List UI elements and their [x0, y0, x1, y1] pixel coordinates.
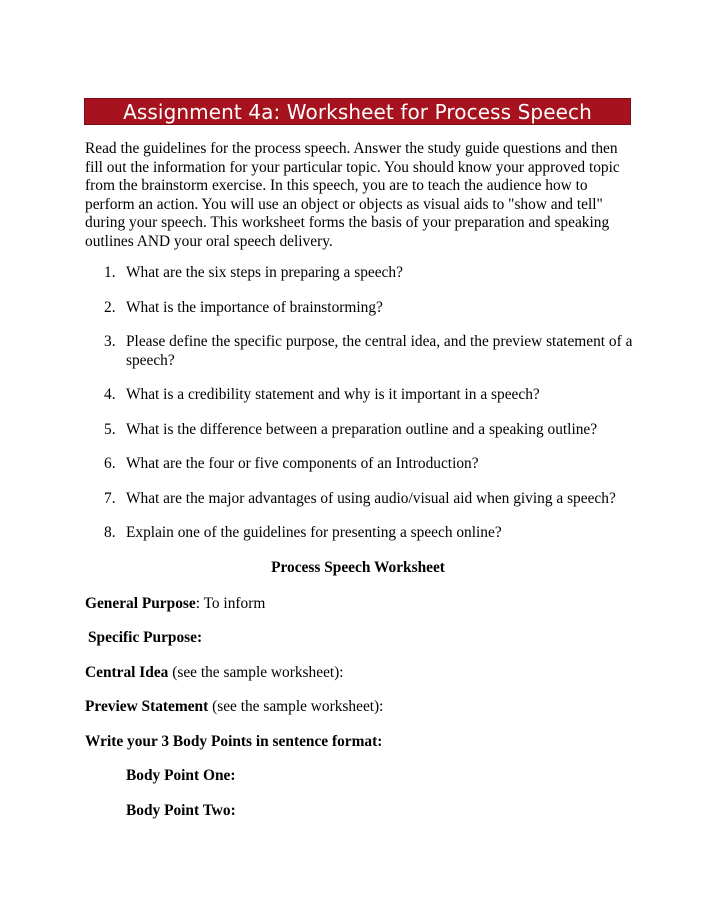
question-number: 4.: [104, 386, 116, 403]
question-number: 3.: [104, 333, 116, 350]
question-text: What is the importance of brainstorming?: [126, 298, 383, 316]
question-item: [85, 421, 637, 440]
preview-statement-label: Preview Statement: [85, 698, 209, 715]
central-idea-note: (see the sample worksheet):: [168, 664, 344, 681]
question-text: What is the difference between a preparation outline and a speaking outline?: [126, 420, 598, 438]
central-idea-row: [85, 664, 344, 682]
question-number: 7.: [104, 489, 116, 507]
question-text: Explain one of the guidelines for presenting a speech online?: [126, 524, 502, 541]
intro-paragraph: Read the guidelines for the process speech. Answer the study guide questions and then fill out the information for your particular topic. You should know your approved topic from the brainstorm exercise. In this speech, you are to teach the audience how to perform an action. You will use an object or objects as visual aids to "show and tell" during your speech. This worksheet forms the basis of your preparation and speaking outlines AND your oral speech delivery.: [85, 140, 620, 250]
body-point-two-label: Body Point Two:: [126, 802, 236, 819]
question-number: 1.: [104, 264, 116, 281]
question-number: 5.: [104, 420, 116, 438]
question-number: 6.: [104, 455, 116, 472]
question-number: 2.: [104, 298, 116, 316]
question-item: [85, 386, 637, 405]
general-purpose-value: : To inform: [195, 595, 266, 612]
question-item: [85, 455, 637, 474]
general-purpose-label: General Purpose: [85, 595, 196, 612]
central-idea-label: Central Idea: [85, 664, 169, 681]
general-purpose-row: [85, 595, 265, 613]
title-banner: [84, 98, 631, 125]
question-item: [85, 524, 637, 543]
question-text: What are the major advantages of using audio/visual aid when giving a speech?: [126, 489, 616, 507]
question-text: What is a credibility statement and why is it important in a speech?: [126, 386, 540, 403]
question-number: 8.: [104, 524, 116, 541]
preview-statement-note: (see the sample worksheet):: [208, 698, 384, 715]
question-text: What are the four or five components of an Introduction?: [126, 455, 479, 472]
question-item: [85, 299, 637, 318]
question-item: [85, 264, 637, 283]
body-point-one-label: Body Point One:: [126, 767, 236, 784]
preview-statement-row: [85, 698, 383, 716]
question-text: Please define the specific purpose, the central idea, and the preview statement of a speech?: [126, 333, 633, 369]
page-title: Assignment 4a: Worksheet for Process Speech: [123, 99, 592, 124]
specific-purpose-label: Specific Purpose:: [88, 629, 203, 646]
question-item: [85, 333, 637, 370]
question-text: What are the six steps in preparing a speech?: [126, 264, 403, 281]
question-item: [85, 490, 637, 509]
worksheet-title: Process Speech Worksheet: [271, 559, 445, 576]
study-questions-list: [85, 264, 637, 543]
body-points-heading: Write your 3 Body Points in sentence format:: [85, 733, 383, 750]
